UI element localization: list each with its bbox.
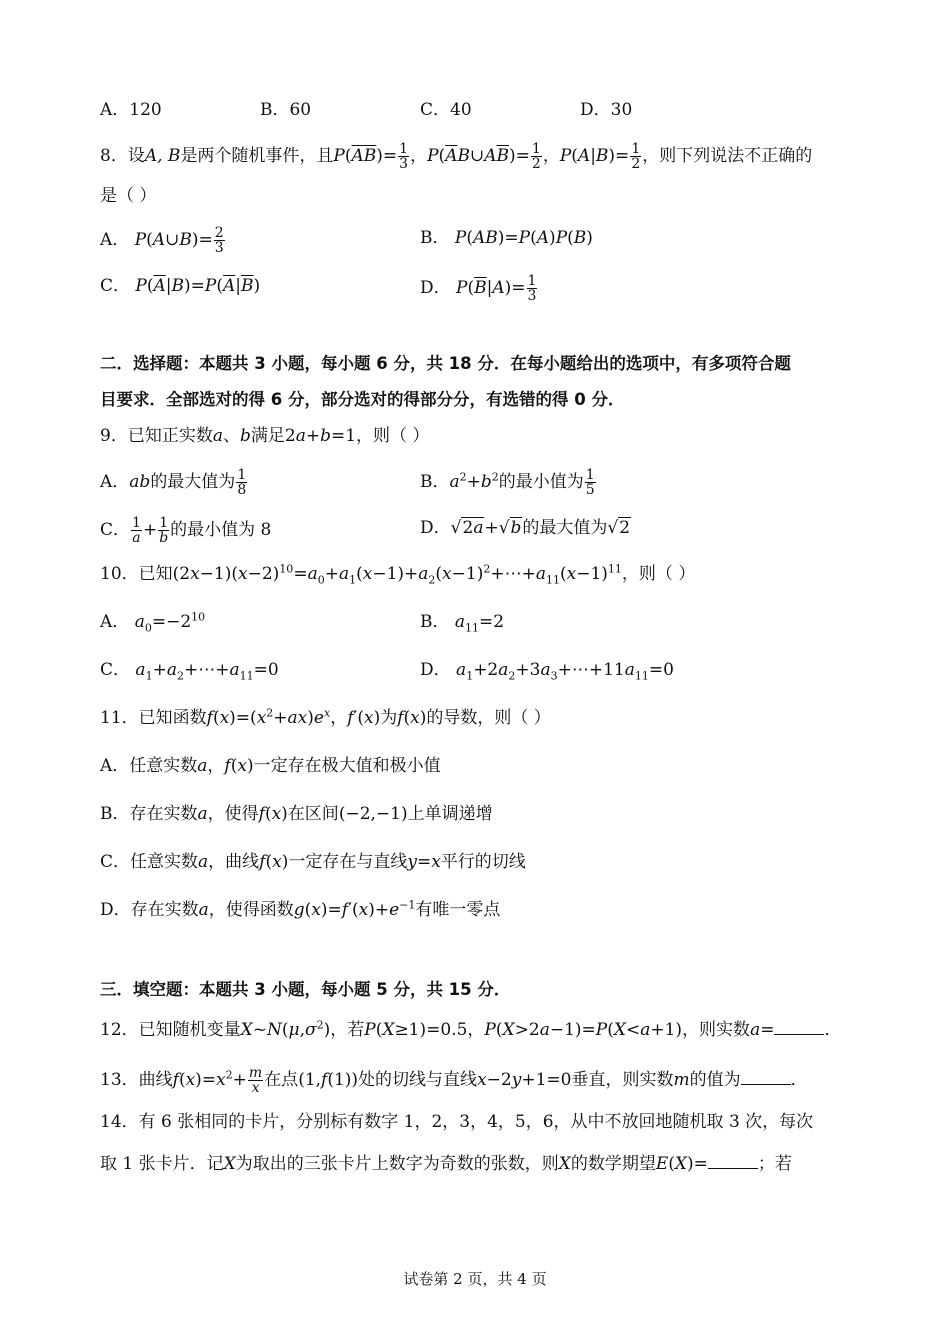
q14-answer-blank[interactable] [708, 1152, 758, 1169]
q7-option-a: A．120 [100, 100, 162, 120]
q11-option-c: C．任意实数a，曲线f(x)一定存在与直线y=x平行的切线 [100, 852, 526, 872]
q8-stem: 8．设A, B是两个随机事件，且$P(\overline{A}\overline{B})=$ $\frac{1}{3}$ ，$P(\overline{A}B\cup A\overline{B})=$ $\frac{1}{2}$ ，P(A|B)= $\frac{1}{2}$ ，则下列说法不正确的 [100, 141, 813, 172]
section3-heading: 三．填空题：本题共 3 小题，每小题 5 分，共 15 分． [100, 980, 511, 999]
q7-option-d: D．30 [580, 100, 633, 120]
q14-stem-line1: 14．有 6 张相同的卡片，分别标有数字 1，2，3，4，5，6，从中不放回地随机取 3 次，每次 [100, 1112, 814, 1132]
q10-option-d: D． $a_1+2a_2+3a_3+\cdots+11a_{11}=0$ [420, 660, 674, 683]
q8-option-c: C． $P(\overline{A}|B)=P(\overline{A}|\overline{B})$ [100, 276, 261, 296]
q10-stem: 10．已知$(2x-1)(x-2)^{10}=a_0+a_1(x-1)+a_2(x-1)^2+\cdots+a_{11}(x-1)^{11}$，则（ ） [100, 562, 696, 587]
q14-stem-line2: 取 1 张卡片．记X为取出的三张卡片上数字为奇数的张数，则X的数学期望E(X)= ；若 [100, 1154, 792, 1174]
q8-stem-line2: 是（ ） [100, 186, 157, 206]
q7-option-c: C．40 [420, 100, 472, 120]
section2-heading-line1: 二．选择题：本题共 3 小题，每小题 6 分，共 18 分．在每小题给出的选项中，有多项符合题 [100, 354, 791, 373]
q9-option-c: C． $\frac{1}{a}$ + $\frac{1}{b}$ 的最小值为 8 [100, 515, 272, 546]
q9-option-a: A．ab的最大值为 $\frac{1}{8}$ [100, 467, 247, 498]
q8-option-a: A． P(A∪B)= $\frac{2}{3}$ [100, 225, 224, 256]
q9-option-d: D．√2a+√b的最大值为√2 [420, 518, 631, 538]
q10-option-c: C． $a_1+a_2+\cdots+a_{11}=0$ [100, 660, 279, 683]
q8-frac-1: $\frac{1}{3}$ [399, 141, 409, 172]
q12-answer-blank[interactable] [774, 1018, 824, 1035]
q11-option-a: A．任意实数a，f(x)一定存在极大值和极小值 [100, 756, 441, 776]
q11-stem: 11．已知函数$f(x)=(x^2+ax)e^x$，f′(x)为f(x)的导数，则（ ） [100, 706, 551, 728]
q8-frac-2: $\frac{1}{2}$ [531, 141, 541, 172]
q13-answer-blank[interactable] [741, 1068, 791, 1085]
q8-option-b: B． P(AB)=P(A)P(B) [420, 228, 593, 248]
q13-stem: 13．曲线$f(x)=x^2+$ $\frac{m}{x}$ 在点(1,f(1))处的切线与直线x−2y+1=0垂直，则实数m的值为 ． [100, 1065, 808, 1096]
q11-option-d: D．存在实数a，使得函数$g(x)=f'(x)+e^{-1}$有唯一零点 [100, 898, 501, 920]
page-footer: 试卷第 2 页，共 4 页 [403, 1270, 547, 1288]
q12-stem: 12．已知随机变量$X\sim N(\mu,\sigma^2)$，若P(X≥1)=0.5，P(X>2a−1)=P(X<a+1)，则实数a= ． [100, 1018, 842, 1040]
q8-frac-3: $\frac{1}{2}$ [631, 141, 641, 172]
q9-stem: 9．已知正实数a、b满足2a+b=1，则（ ） [100, 426, 430, 446]
section2-heading-line2: 目要求．全部选对的得 6 分，部分选对的得部分分，有选错的得 0 分． [100, 390, 625, 409]
q9-option-b: B．$a^2+b^2$的最小值为 $\frac{1}{5}$ [420, 467, 595, 498]
q10-option-a: A． $a_0=-2^{10}$ [100, 610, 206, 635]
q7-option-b: B．60 [260, 100, 312, 120]
q11-option-b: B．存在实数a，使得f(x)在区间(−2,−1)上单调递增 [100, 804, 493, 824]
q10-option-b: B． $a_{11}=2$ [420, 612, 505, 635]
q8-option-d: D． $P(\overline{B}|A)=$ $\frac{1}{3}$ [420, 273, 537, 304]
